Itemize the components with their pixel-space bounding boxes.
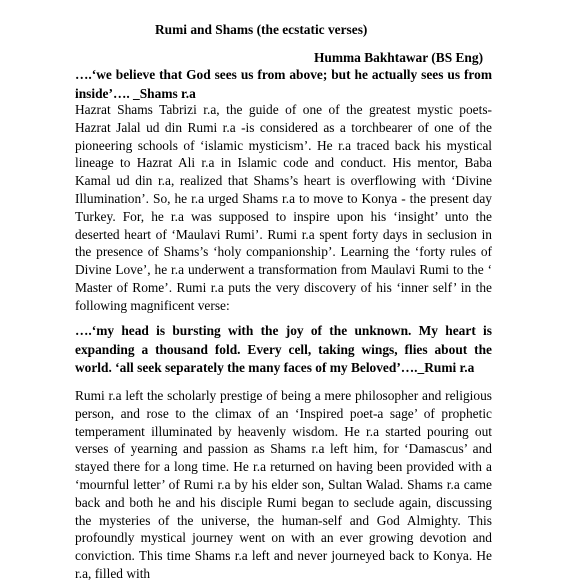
paragraph-1: Hazrat Shams Tabrizi r.a, the guide of one of the greatest mystic poets- Hazrat Jalal ud din Rumi r.a -is considered as a torchbearer of one of the pioneering schools of ‘islamic mysticism’. He r.a traced back his mystical lineage to Hazrat Ali r.a in Islamic code and conduct. His mentor, Baba Kamal ud din r.a, realized that Shams’s heart is overflowing with ‘Divine Illumination’. So, he r.a urged Shams r.a to move to Konya - the present day Turkey. For, he r.a was supposed to inspire upon his ‘insight’ unto the deserted heart of ‘Maulavi Rumi’. Rumi r.a spent forty days in seclusion in the presence of Shams’s ‘holy companionship’. Learning the ‘forty rules of Divine Love’, he r.a underwent a transformation from Maulavi Rumi to the ‘ Master of Rome’. Rumi r.a puts the very discovery of his ‘inner self’ in the following magnificent verse:	[75, 102, 492, 313]
quote-shams: ….‘we believe that God sees us from above; but he actually sees us from inside’…. _Shams r.a	[75, 67, 492, 101]
author-line: Humma Bakhtawar (BS Eng)	[314, 50, 484, 65]
quote-rumi: ….‘my head is bursting with the joy of the unknown. My heart is expanding a thousand fold. Every cell, taking wings, flies about the world. ‘all seek separately the many faces of my Beloved’…._Rumi r.a	[75, 323, 492, 375]
paragraph-2: Rumi r.a left the scholarly prestige of being a mere philosopher and religious person, and rose to the climax of an ‘Inspired poet-a sage’ of prophetic temperament illuminated by heavenly wisdom. He r.a started pouring out verses of yearning and passion as Shams r.a left him, for ‘Damascus’ and stayed there for a long time. He r.a returned on having been provided with a ‘mournful letter’ of Rumi r.a by his elder son, Sultan Walad. Shams r.a came back and both he and his disciple Rumi began to seclude again, discussing the mysteries of the universe, the human-self and God Almighty. This profoundly mystical journey went on with an ever growing devotion and conviction. This time Shams r.a left and never journeyed back to Konya. He r.a, filled with	[75, 388, 492, 581]
document-title: Rumi and Shams (the ecstatic verses)	[155, 22, 368, 37]
